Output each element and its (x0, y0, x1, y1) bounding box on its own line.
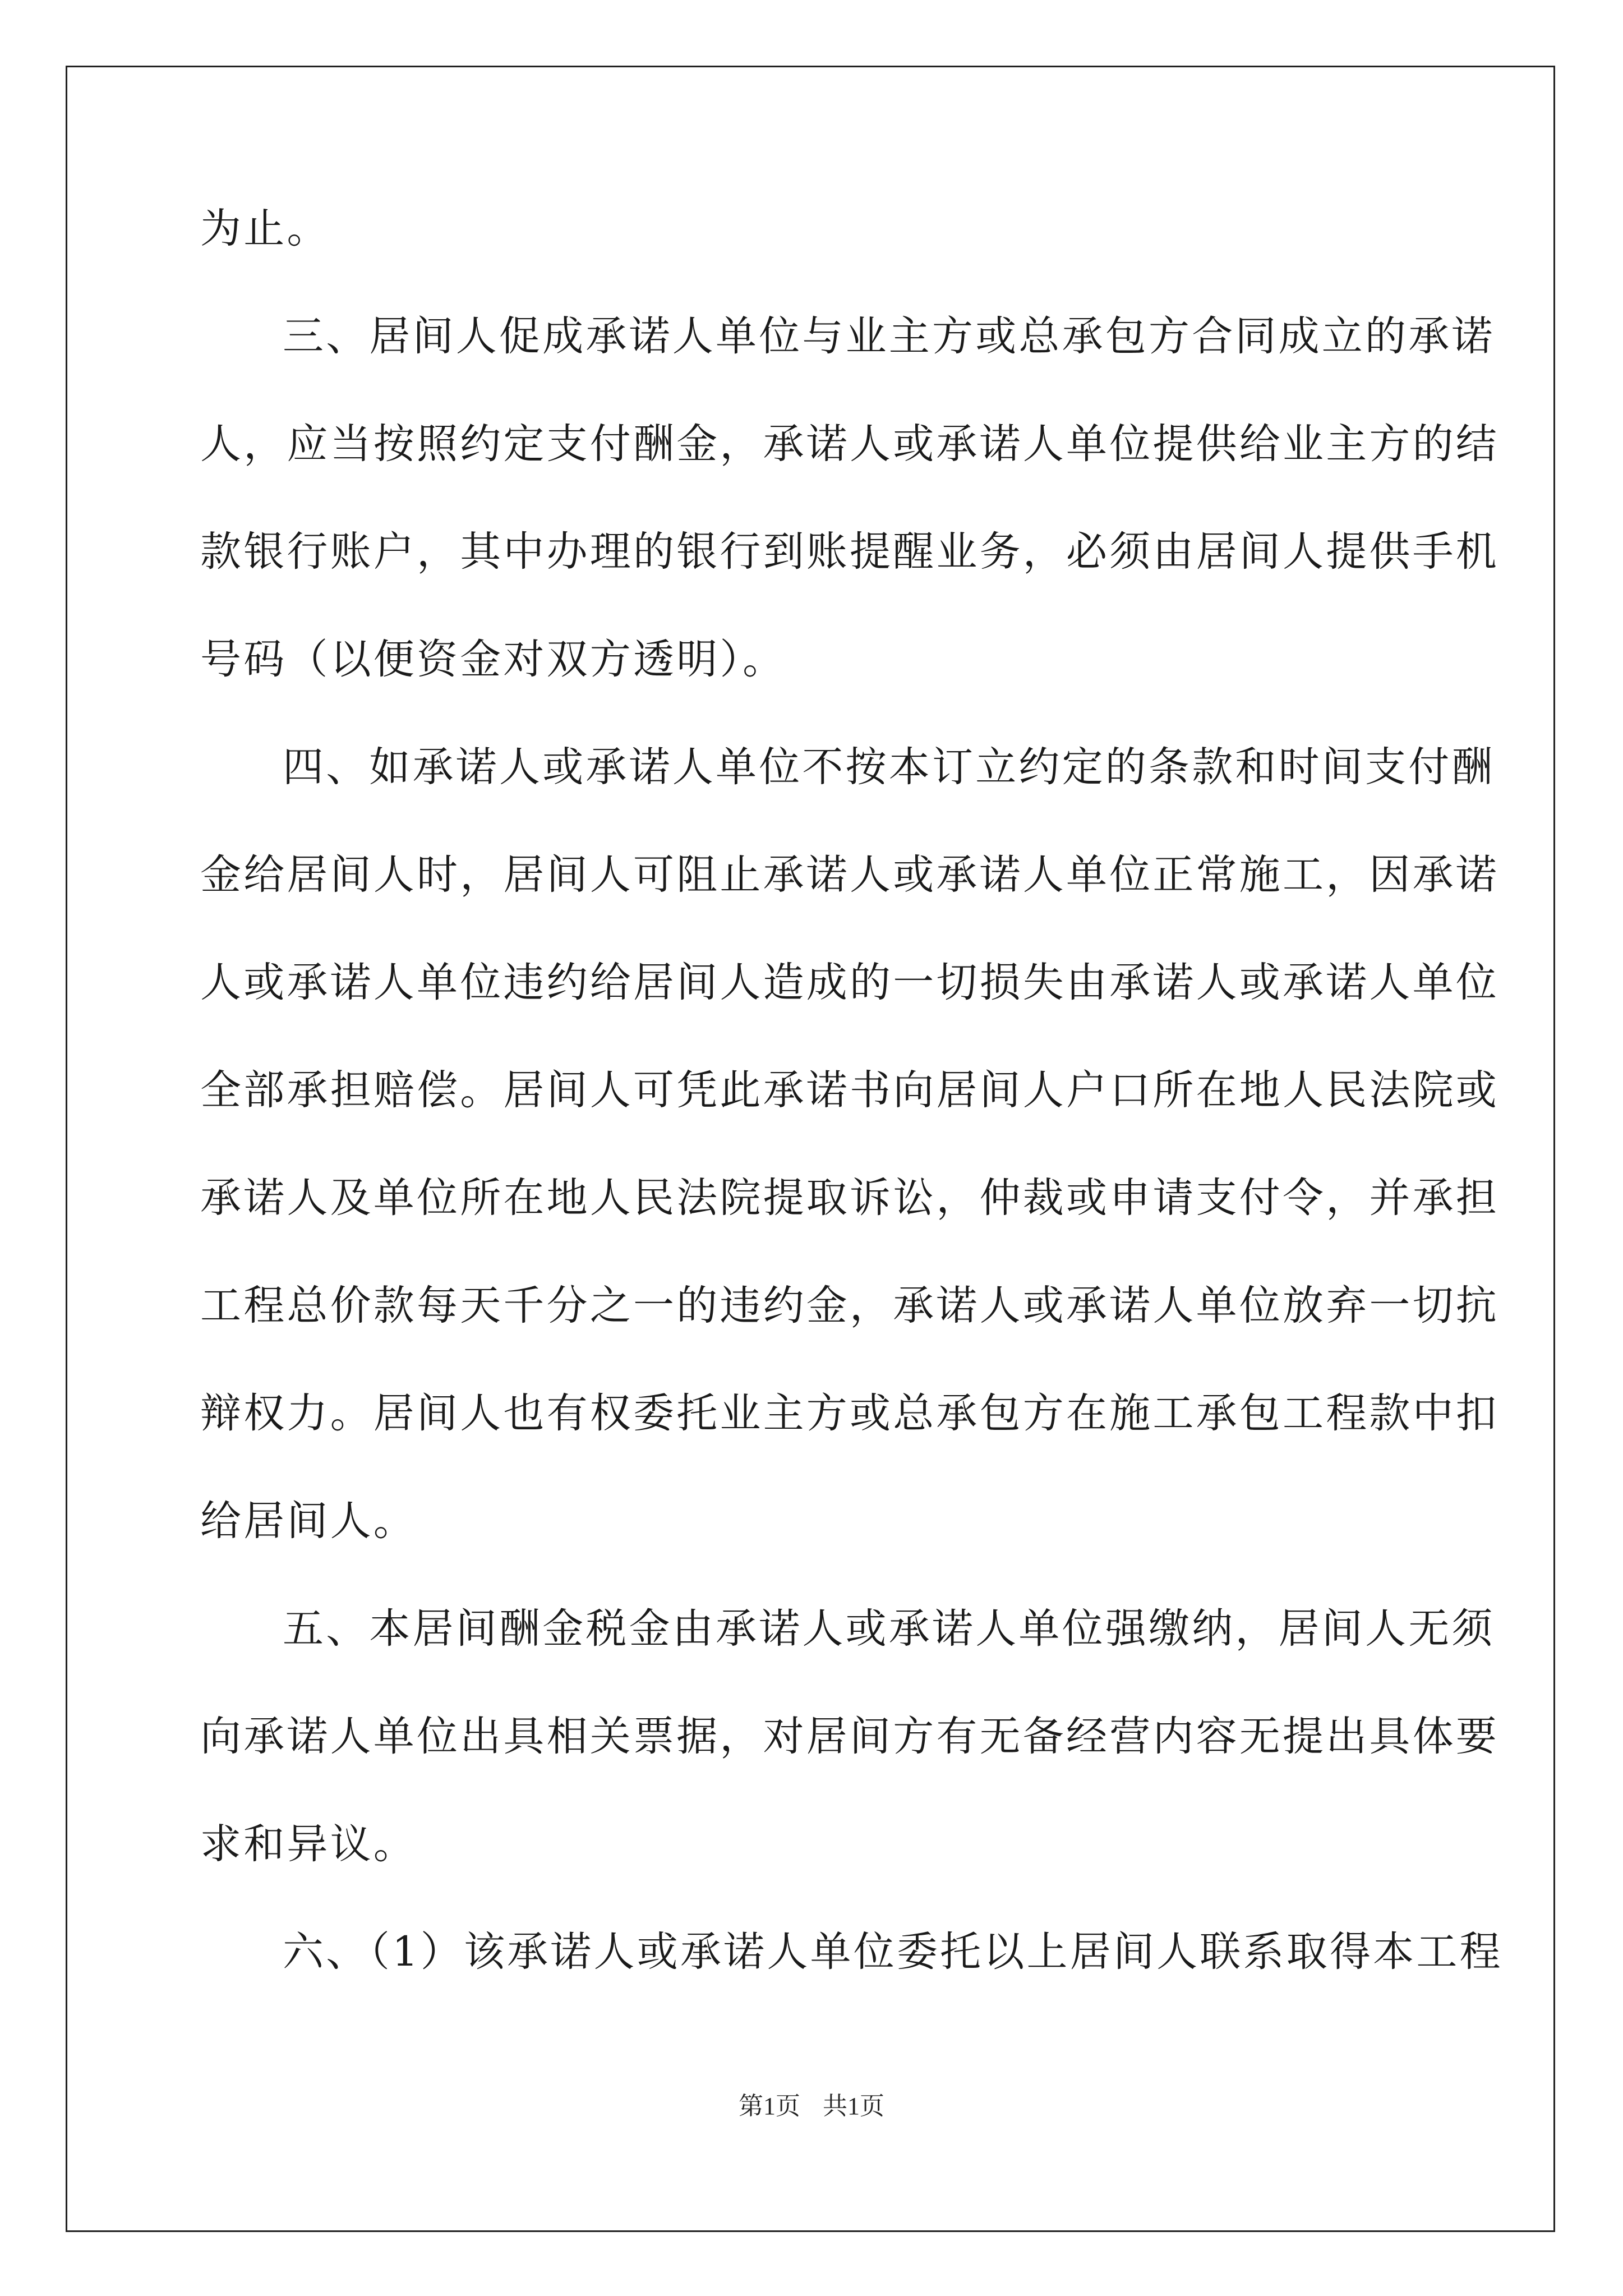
text-line: 全部承担赔偿。居间人可凭此承诺书向居间人户口所在地人民法院或 (200, 1066, 1499, 1114)
text-line: 向承诺人单位出具相关票据，对居间方有无备经营内容无提出具体要 (200, 1713, 1499, 1760)
page-border (66, 66, 1555, 2232)
text-line: 求和异议。 (200, 1820, 417, 1868)
paragraph-6-line-1: 六、（1）该承诺人或承诺人单位委托以上居间人联系取得本工程 (283, 1928, 1503, 1976)
text-line: 人，应当按照约定支付酬金，承诺人或承诺人单位提供给业主方的结 (200, 420, 1499, 468)
text-line: 款银行账户，其中办理的银行到账提醒业务，必须由居间人提供手机 (200, 528, 1499, 576)
text-line: 辩权力。居间人也有权委托业主方或总承包方在施工承包工程款中扣 (200, 1389, 1499, 1437)
text-line: 人或承诺人单位违约给居间人造成的一切损失由承诺人或承诺人单位 (200, 959, 1499, 1006)
page-number-current: 第1页 (739, 2092, 800, 2120)
text-line: 金给居间人时，居间人可阻止承诺人或承诺人单位正常施工，因承诺 (200, 851, 1499, 899)
text-line: 为止。 (200, 205, 330, 252)
page-footer (0, 2090, 1623, 2123)
paragraph-3-line-1: 三、居间人促成承诺人单位与业主方或总承包方合同成立的承诺 (283, 312, 1495, 360)
text-line: 承诺人及单位所在地人民法院提取诉讼，仲裁或申请支付令，并承担 (200, 1174, 1499, 1222)
paragraph-4-line-1: 四、如承诺人或承诺人单位不按本订立约定的条款和时间支付酬 (283, 743, 1495, 791)
text-line: 号码（以便资金对双方透明）。 (200, 636, 786, 683)
paragraph-5-line-1: 五、本居间酬金税金由承诺人或承诺人单位强缴纳，居间人无须 (283, 1605, 1495, 1653)
page-number-total: 共1页 (823, 2092, 884, 2120)
text-line: 工程总价款每天千分之一的违约金，承诺人或承诺人单位放弃一切抗 (200, 1282, 1499, 1329)
text-line: 给居间人。 (200, 1497, 417, 1545)
